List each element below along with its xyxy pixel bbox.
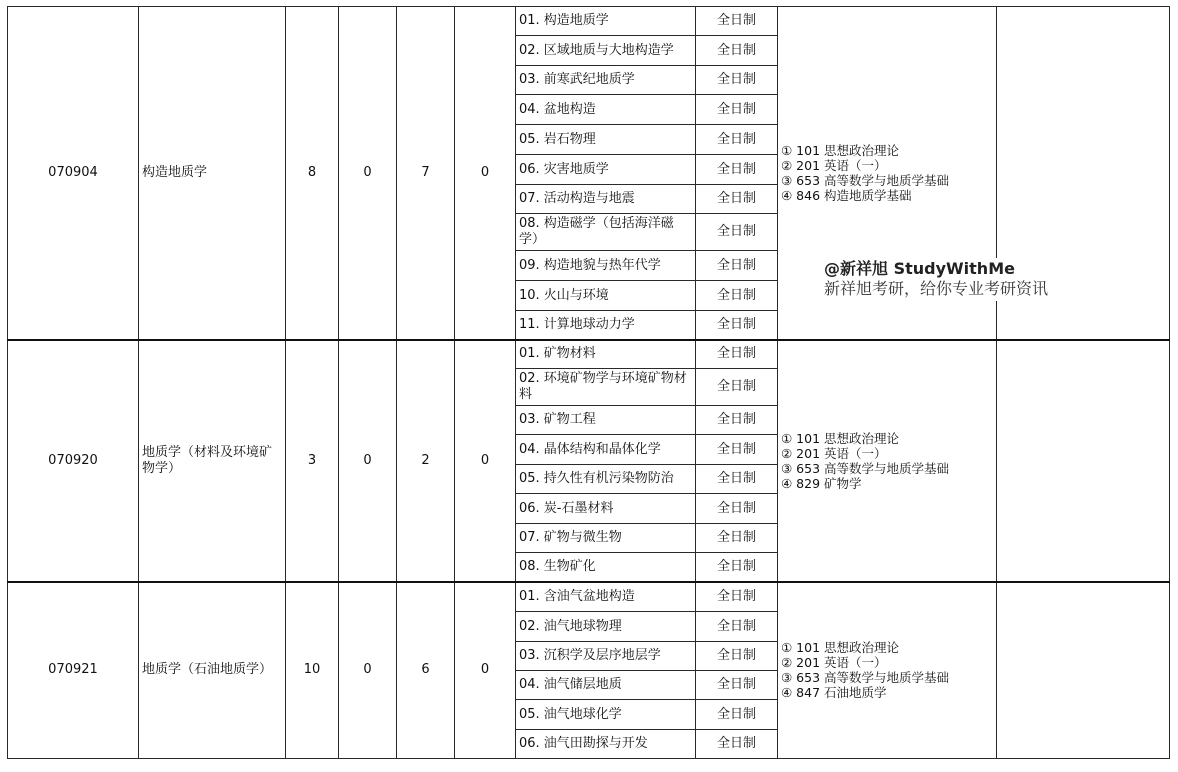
study-mode: 全日制 xyxy=(696,730,778,759)
exam-subjects xyxy=(778,582,997,759)
quota-count-2: 0 xyxy=(339,7,397,340)
remarks-cell xyxy=(997,582,1170,759)
major-code: 070921 xyxy=(8,582,139,759)
quota-count-1: 8 xyxy=(286,7,339,340)
exam-subject-item: ④ 846 构造地质学基础 xyxy=(781,187,912,203)
study-mode: 全日制 xyxy=(696,95,778,125)
study-mode: 全日制 xyxy=(696,214,778,251)
exam-subject-item: ③ 653 高等数学与地质学基础 xyxy=(781,460,950,476)
study-mode: 全日制 xyxy=(696,251,778,281)
major-name: 地质学（材料及环境矿物学） xyxy=(139,340,286,582)
research-direction: 03. 矿物工程 xyxy=(516,406,696,435)
research-direction: 03. 沉积学及层序地层学 xyxy=(516,642,696,671)
quota-count-3: 6 xyxy=(397,582,455,759)
quota-count-4: 0 xyxy=(455,582,516,759)
quota-count-4: 0 xyxy=(455,340,516,582)
exam-subject-item: ① 101 思想政治理论 xyxy=(781,142,900,158)
research-direction: 02. 油气地球物理 xyxy=(516,612,696,642)
study-mode: 全日制 xyxy=(696,524,778,553)
exam-subject-item: ④ 847 石油地质学 xyxy=(781,685,887,701)
exam-subject-item: ① 101 思想政治理论 xyxy=(781,430,900,446)
exam-subject-item: ① 101 思想政治理论 xyxy=(781,640,900,656)
study-mode: 全日制 xyxy=(696,125,778,155)
major-code: 070920 xyxy=(8,340,139,582)
research-direction: 04. 盆地构造 xyxy=(516,95,696,125)
study-mode: 全日制 xyxy=(696,700,778,730)
research-direction: 04. 油气储层地质 xyxy=(516,671,696,700)
exam-subject-item: ② 201 英语（一） xyxy=(781,157,887,173)
exam-subjects xyxy=(778,340,997,582)
research-direction: 07. 活动构造与地震 xyxy=(516,185,696,214)
research-direction: 01. 含油气盆地构造 xyxy=(516,582,696,612)
quota-count-3: 2 xyxy=(397,340,455,582)
research-direction: 01. 矿物材料 xyxy=(516,340,696,369)
study-mode: 全日制 xyxy=(696,66,778,95)
exam-subject-item: ④ 829 矿物学 xyxy=(781,475,862,491)
research-direction: 02. 环境矿物学与环境矿物材料 xyxy=(516,369,696,406)
study-mode: 全日制 xyxy=(696,281,778,311)
research-direction: 06. 灾害地质学 xyxy=(516,155,696,185)
admissions-table xyxy=(7,6,1170,759)
study-mode: 全日制 xyxy=(696,369,778,406)
table-row xyxy=(8,340,1170,369)
exam-subject-item: ③ 653 高等数学与地质学基础 xyxy=(781,172,950,188)
remarks-cell xyxy=(997,340,1170,582)
research-direction: 09. 构造地貌与热年代学 xyxy=(516,251,696,281)
study-mode: 全日制 xyxy=(696,435,778,465)
quota-count-1: 10 xyxy=(286,582,339,759)
research-direction: 10. 火山与环境 xyxy=(516,281,696,311)
quota-count-1: 3 xyxy=(286,340,339,582)
research-direction: 01. 构造地质学 xyxy=(516,7,696,36)
watermark xyxy=(822,258,1050,301)
research-direction: 04. 晶体结构和晶体化学 xyxy=(516,435,696,465)
study-mode: 全日制 xyxy=(696,582,778,612)
study-mode: 全日制 xyxy=(696,185,778,214)
exam-subject-item: ③ 653 高等数学与地质学基础 xyxy=(781,670,950,686)
study-mode: 全日制 xyxy=(696,340,778,369)
watermark-subtitle: 新祥旭考研，给你专业考研资讯 xyxy=(824,279,1049,298)
study-mode: 全日制 xyxy=(696,612,778,642)
study-mode: 全日制 xyxy=(696,494,778,524)
table-row xyxy=(8,7,1170,36)
quota-count-2: 0 xyxy=(339,582,397,759)
research-direction: 03. 前寒武纪地质学 xyxy=(516,66,696,95)
study-mode: 全日制 xyxy=(696,406,778,435)
study-mode: 全日制 xyxy=(696,465,778,494)
major-name: 地质学（石油地质学） xyxy=(139,582,286,759)
research-direction: 11. 计算地球动力学 xyxy=(516,311,696,340)
study-mode: 全日制 xyxy=(696,7,778,36)
quota-count-2: 0 xyxy=(339,340,397,582)
research-direction: 05. 岩石物理 xyxy=(516,125,696,155)
table-row xyxy=(8,582,1170,612)
study-mode: 全日制 xyxy=(696,311,778,340)
study-mode: 全日制 xyxy=(696,642,778,671)
quota-count-4: 0 xyxy=(455,7,516,340)
exam-subject-item: ② 201 英语（一） xyxy=(781,445,887,461)
major-code: 070904 xyxy=(8,7,139,340)
major-name: 构造地质学 xyxy=(139,7,286,340)
research-direction: 08. 构造磁学（包括海洋磁学） xyxy=(516,214,696,251)
study-mode: 全日制 xyxy=(696,36,778,66)
research-direction: 07. 矿物与微生物 xyxy=(516,524,696,553)
study-mode: 全日制 xyxy=(696,671,778,700)
research-direction: 06. 炭-石墨材料 xyxy=(516,494,696,524)
study-mode: 全日制 xyxy=(696,155,778,185)
study-mode: 全日制 xyxy=(696,553,778,582)
research-direction: 05. 油气地球化学 xyxy=(516,700,696,730)
research-direction: 02. 区域地质与大地构造学 xyxy=(516,36,696,66)
research-direction: 05. 持久性有机污染物防治 xyxy=(516,465,696,494)
research-direction: 08. 生物矿化 xyxy=(516,553,696,582)
quota-count-3: 7 xyxy=(397,7,455,340)
watermark-title: @新祥旭 StudyWithMe xyxy=(824,259,1015,278)
exam-subject-item: ② 201 英语（一） xyxy=(781,655,887,671)
research-direction: 06. 油气田勘探与开发 xyxy=(516,730,696,759)
